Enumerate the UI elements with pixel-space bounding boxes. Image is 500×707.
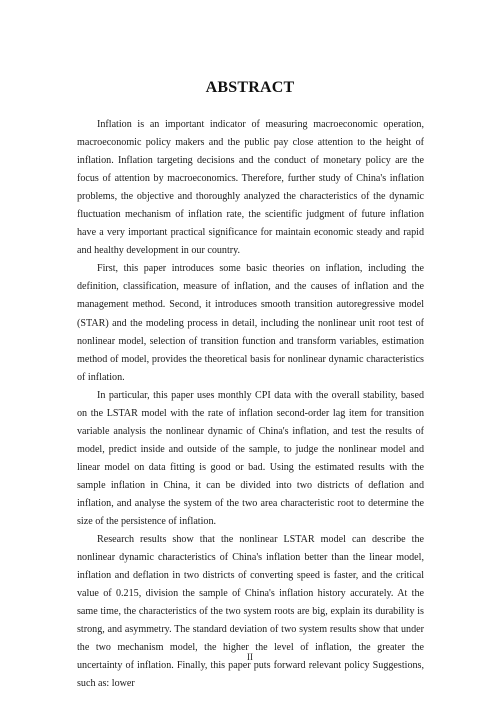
abstract-paragraph-3: In particular, this paper uses monthly CPI data with the overall stability, based on the LSTAR model with the rate of inflation second-order lag item for transition variable analysis the nonlinear dynamic of China's inflation, and test the results of model, predict inside and outside of the sample, to judge the nonlinear model and linear model on data fitting is good or bad. Using the estimated results with the sample inflation in China, it can be divided into two districts of deflation and inflation, and analyse the system of the two area characteristic root to determine the size of the persistence of inflation. — [77, 389, 424, 528]
abstract-paragraph-4: Research results show that the nonlinear LSTAR model can describe the nonlinear dynamic characteristics of China's inflation better than the linear model, inflation and deflation in two districts of converting speed is faster, and the critical value of 0.215, division the sample of China's inflation history accurately. At the same time, the characteristics of the two system roots are big, explain its durability is strong, and asymmetry. The standard deviation of two system results show that under the two mechanism model, the higher the level of inflation, the greater the uncertainty of inflation. Finally, this paper puts forward relevant policy Suggestions, such as: lower — [77, 534, 424, 690]
abstract-title: ABSTRACT — [205, 79, 295, 96]
page-number: II — [247, 652, 253, 662]
abstract-paragraph-1: Inflation is an important indicator of measuring macroeconomic operation, macroeconomic policy makers and the public pay close attention to the height of inflation. Inflation targeting decisions and the conduct of monetary policy are the focus of attention by macroeconomics. Therefore, further study of China's inflation problems, the objective and thoroughly analyzed the characteristics of the dynamic fluctuation mechanism of inflation rate, the scientific judgment of future inflation have a very important practical significance for maintain economic steady and rapid and healthy development in our country. — [77, 119, 424, 257]
abstract-paragraph-2: First, this paper introduces some basic theories on inflation, including the definition, classification, measure of inflation, and the causes of inflation and the management method. Second, it introduces smooth transition autoregressive model (STAR) and the modeling process in detail, including the nonlinear unit root test of nonlinear model, selection of transition function and transform variables, estimation method of model, provides the theoretical basis for nonlinear dynamic characteristics of inflation. — [77, 263, 424, 383]
abstract-body — [77, 116, 424, 694]
